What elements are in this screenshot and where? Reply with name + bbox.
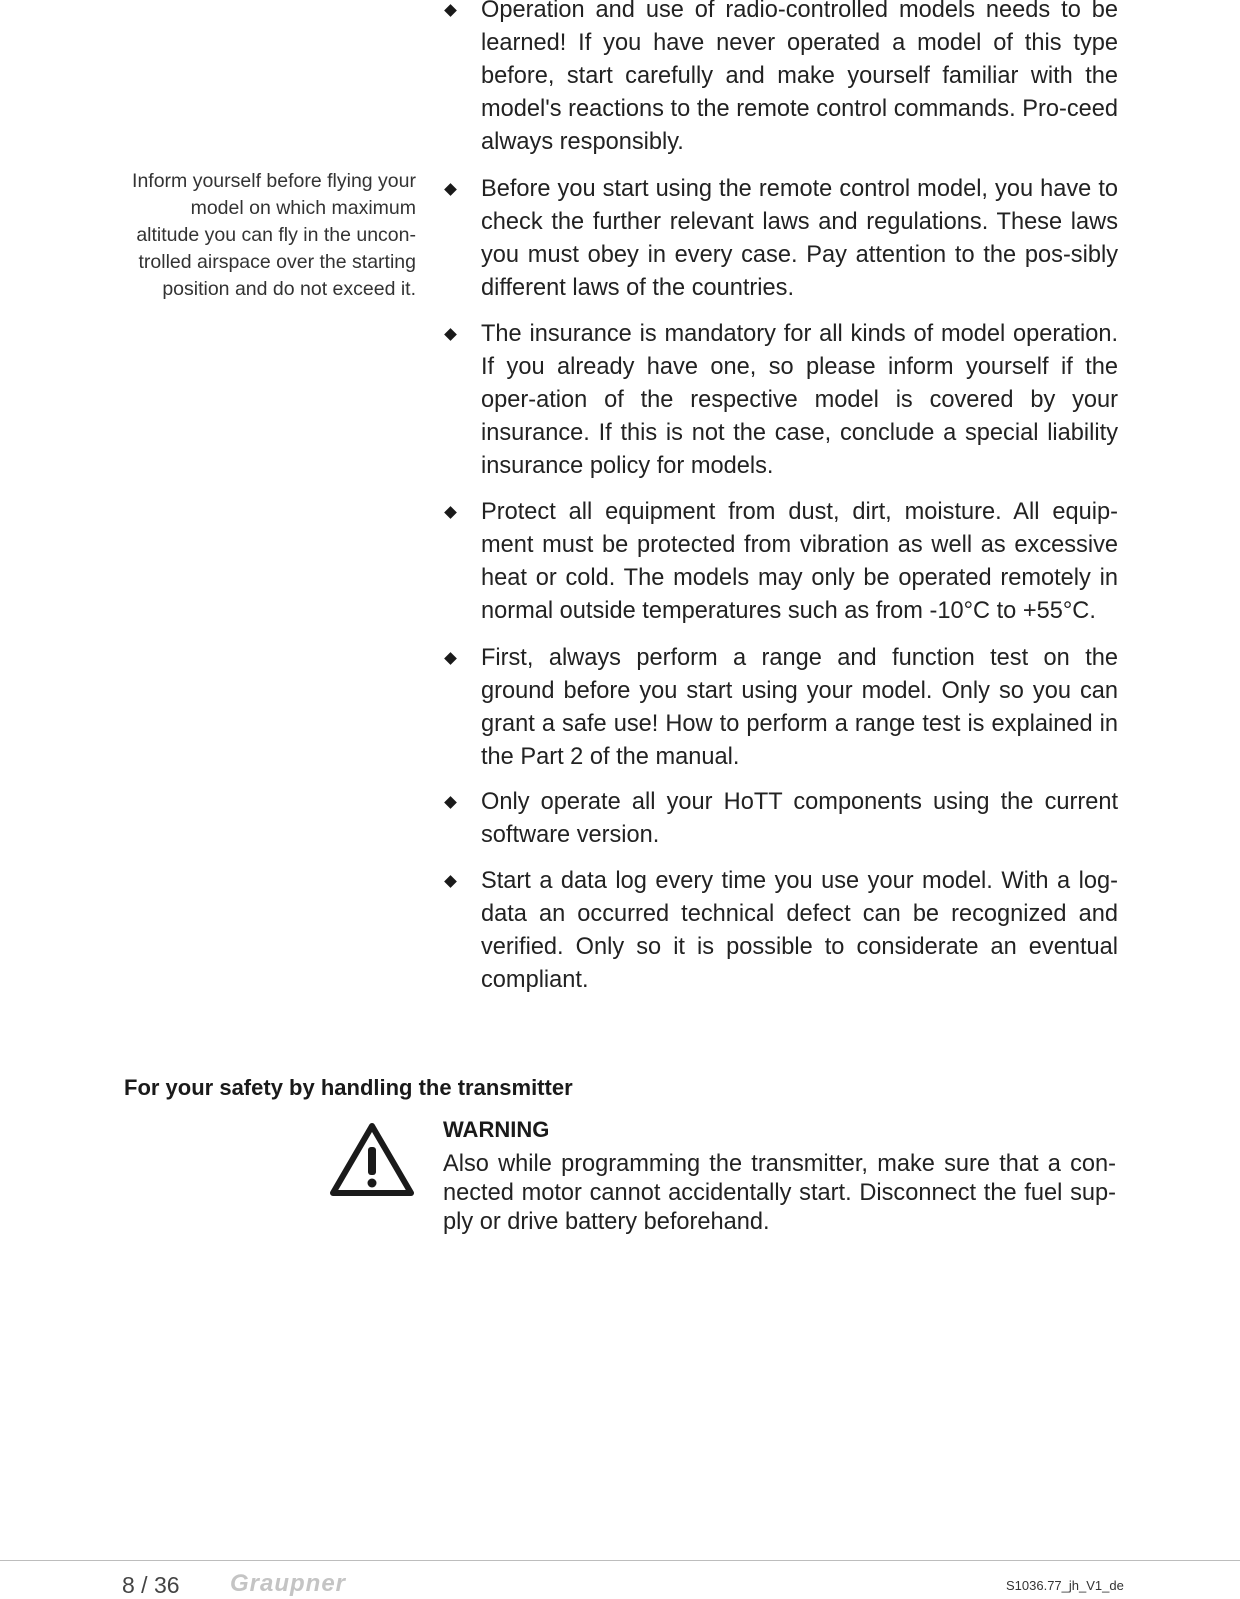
diamond-bullet-icon [444,4,457,17]
bullet-text: Only operate all your HoTT components using the current software version. [481,789,1118,848]
diamond-bullet-icon [444,652,457,665]
diamond-bullet-icon [444,506,457,519]
margin-note-line: Inform yourself before flying your [132,170,416,192]
bullet-item [437,786,1117,852]
bullet-item [437,318,1117,483]
bullet-text: Start a data log every time you use your model. With a log-data an occurred technical defect can be recognized and verified. Only so it is possible to considerate an eventual compliant. [481,868,1118,993]
bullet-item [437,642,1117,774]
document-id: S1036.77_jh_V1_de [1006,1578,1124,1593]
bullet-text: Before you start using the remote control model, you have to check the further relevant laws and regulations. These laws you must obey in every case. Pay attention to the pos-sibly different laws of the countries. [481,176,1118,301]
diamond-bullet-icon [444,875,457,888]
diamond-bullet-icon [444,796,457,809]
margin-note-line: position and do not exceed it. [162,278,416,300]
warning-title: WARNING [443,1117,550,1142]
bullet-item [437,0,1117,159]
bullet-item [437,173,1117,305]
bullet-text: The insurance is mandatory for all kinds of model operation. If you already have one, so please inform yourself if the oper-ation of the respective model is covered by your insurance. If this is not the case, conclude a special liability insurance policy for models. [481,321,1118,479]
brand-logo: Graupner [230,1570,347,1597]
bullet-item [437,865,1117,997]
bullet-text: Operation and use of radio-controlled models needs to be learned! If you have never operated a model of this type before, start carefully and make yourself familiar with the model's reactions to the remote control commands. Pro-ceed always responsibly. [481,0,1118,155]
margin-note [110,168,416,303]
margin-note-line: model on which maximum [190,197,416,219]
footer-divider [0,1560,1240,1561]
diamond-bullet-icon [444,328,457,341]
warning-text: Also while programming the transmitter, make sure that a con-nected motor cannot accidentally start. Disconnect the fuel sup-ply or drive battery beforehand. [443,1151,1116,1235]
bullet-text: First, always perform a range and function test on the ground before you start using your model. Only so you can grant a safe use! How to perform a range test is explained in the Part 2 of the manual. [481,645,1118,770]
margin-note-line: altitude you can fly in the uncon- [136,224,416,246]
page-number: 8 / 36 [122,1572,180,1598]
warning-triangle-icon [328,1120,416,1200]
margin-note-line: trolled airspace over the starting [138,251,416,273]
diamond-bullet-icon [444,183,457,196]
bullet-item [437,496,1117,628]
section-heading: For your safety by handling the transmitter [124,1075,573,1100]
bullet-text: Protect all equipment from dust, dirt, moisture. All equip-ment must be protected from vibration as well as excessive heat or cold. The models may only be operated remotely in normal outside temperatures such as from -10°C to +55°C. [481,499,1118,624]
